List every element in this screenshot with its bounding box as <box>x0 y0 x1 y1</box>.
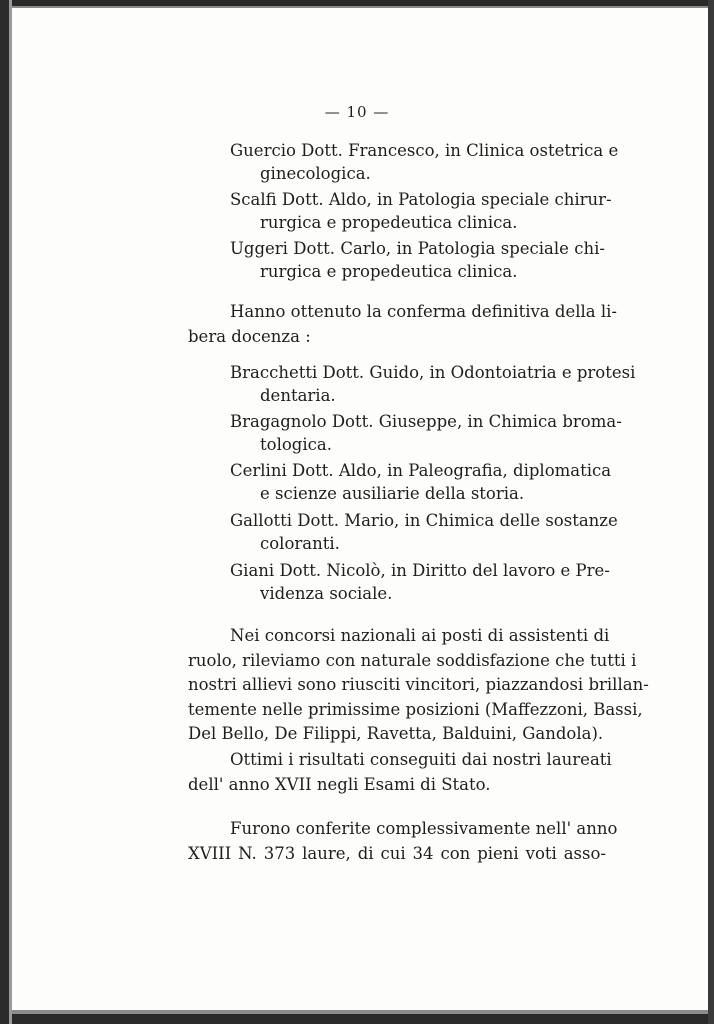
entry-continuation: dentaria. <box>260 386 336 405</box>
entry-cerlini <box>230 459 612 505</box>
entry-guercio <box>230 139 619 185</box>
paragraph-line: Hanno ottenuto la conferma definitiva della li- <box>230 302 617 321</box>
entry-continuation: ginecologica. <box>260 164 371 183</box>
entry-continuation: rurgica e propedeutica clinica. <box>260 262 518 281</box>
paragraph-line: Furono conferite complessivamente nell' anno <box>230 819 618 838</box>
scan-border-left <box>0 0 9 1024</box>
entry-continuation: videnza sociale. <box>260 584 393 603</box>
entry-first-line: Giani Dott. Nicolò, in Diritto del lavoro e Pre- <box>230 561 610 580</box>
paragraph-ottimi <box>188 748 612 797</box>
entry-giani <box>230 559 610 605</box>
entry-bracchetti <box>230 361 636 407</box>
entry-continuation: coloranti. <box>260 534 340 553</box>
paragraph-line: XVIII N. 373 laure, di cui 34 con pieni voti asso- <box>188 843 606 863</box>
entry-scalfi <box>230 188 612 234</box>
entry-first-line: Bragagnolo Dott. Giuseppe, in Chimica broma- <box>230 412 622 431</box>
paragraph-conferma <box>188 300 617 349</box>
entry-first-line: Scalfi Dott. Aldo, in Patologia speciale chirur- <box>230 190 612 209</box>
scan-border-right <box>708 0 714 1024</box>
paragraph-concorsi <box>188 624 649 747</box>
entry-continuation: rurgica e propedeutica clinica. <box>260 213 518 232</box>
paragraph-line: Del Bello, De Filippi, Ravetta, Balduini, Gandola). <box>188 724 604 743</box>
entry-first-line: Bracchetti Dott. Guido, in Odontoiatria e protesi <box>230 363 636 382</box>
entry-continuation: tologica. <box>260 435 332 454</box>
entry-bragagnolo <box>230 410 622 456</box>
page-number: — 10 — <box>324 103 390 121</box>
entry-first-line: Guercio Dott. Francesco, in Clinica ostetrica e <box>230 141 619 160</box>
entry-first-line: Cerlini Dott. Aldo, in Paleografia, diplomatica <box>230 461 612 480</box>
paragraph-line: bera docenza : <box>188 326 311 346</box>
paragraph-furono <box>188 817 618 866</box>
paragraph-line: ruolo, rileviamo con naturale soddisfazione che tutti i <box>188 650 637 670</box>
paragraph-line: temente nelle primissime posizioni (Maffezzoni, Bassi, <box>188 699 643 719</box>
entry-first-line: Uggeri Dott. Carlo, in Patologia speciale chi- <box>230 239 605 258</box>
paragraph-line: Nei concorsi nazionali ai posti di assistenti di <box>230 626 610 645</box>
entry-uggeri <box>230 237 605 283</box>
entry-gallotti <box>230 509 618 555</box>
entry-first-line: Gallotti Dott. Mario, in Chimica delle sostanze <box>230 511 618 530</box>
paragraph-line: nostri allievi sono riusciti vincitori, piazzandosi brillan- <box>188 675 649 694</box>
paragraph-line: dell' anno XVII negli Esami di Stato. <box>188 774 491 794</box>
scan-border-bottom <box>0 1014 714 1024</box>
paragraph-line: Ottimi i risultati conseguiti dai nostri laureati <box>230 750 612 769</box>
entry-continuation: e scienze ausiliarie della storia. <box>260 484 525 503</box>
